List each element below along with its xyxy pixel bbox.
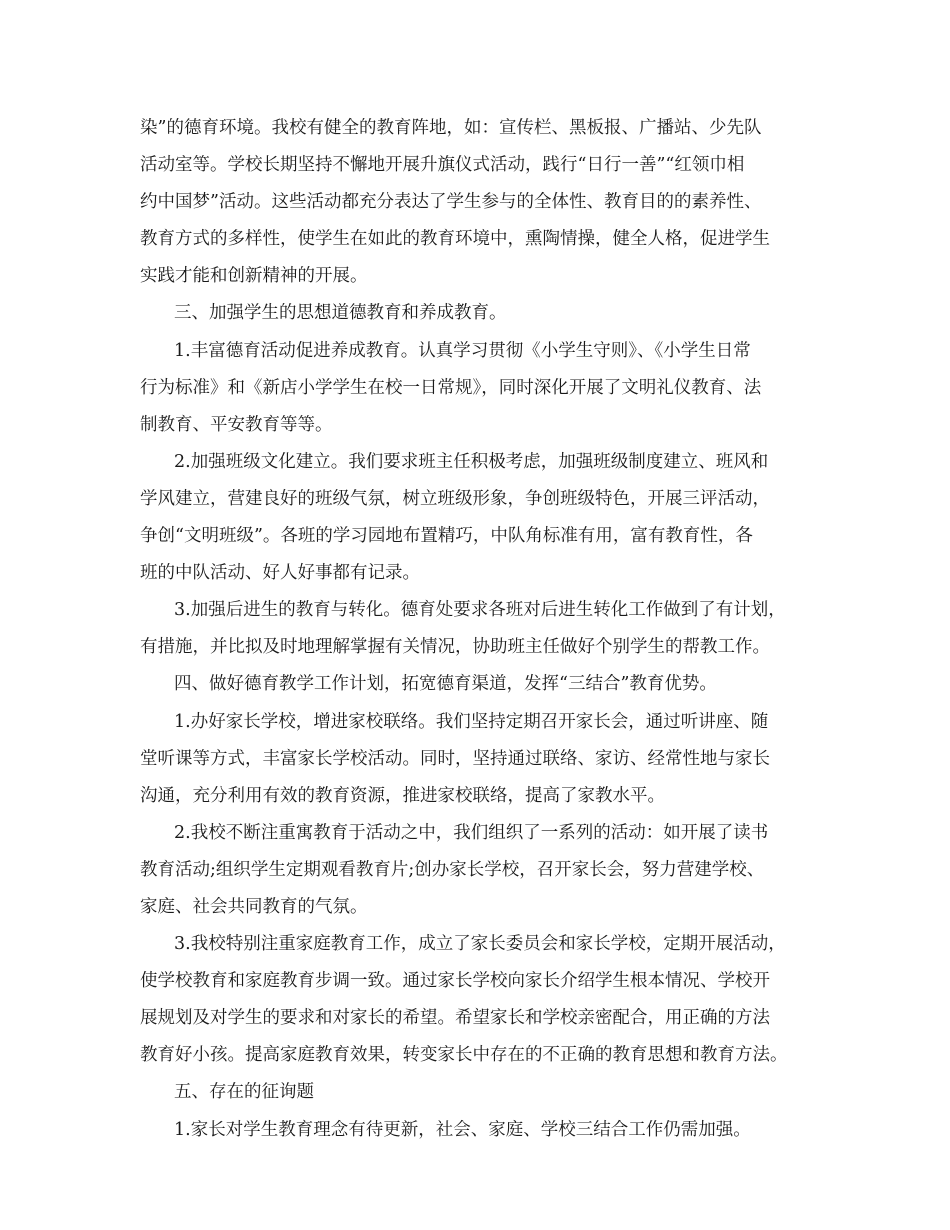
text-line: 堂听课等方式，丰富家长学校活动。同时，坚持通过联络、家访、经常性地与家长: [140, 748, 770, 769]
text-line: 三、加强学生的思想道德教育和养成教育。: [174, 303, 507, 324]
paragraph: [140, 333, 830, 444]
paragraph: [140, 1074, 830, 1111]
text-line: 沟通，充分利用有效的教育资源，推进家校联络，提高了家教水平。: [140, 785, 665, 806]
paragraph: [140, 592, 830, 666]
text-line: 教育好小孩。提高家庭教育效果，转变家长中存在的不正确的教育思想和教育方法。: [140, 1045, 788, 1066]
text-line: 制教育、平安教育等等。: [140, 414, 333, 435]
text-line: 教育方式的多样性，使学生在如此的教育环境中，熏陶情操，健全人格，促进学生: [140, 229, 770, 250]
text-line: 染”的德育环境。我校有健全的教育阵地，如：宣传栏、黑板报、广播站、少先队: [140, 118, 762, 138]
paragraph: [140, 815, 830, 926]
text-line: 使学校教育和家庭教育步调一致。通过家长学校向家长介绍学生根本情况、学校开: [140, 971, 770, 992]
paragraph: [140, 1112, 830, 1149]
document-body: [140, 110, 830, 1149]
paragraph: [140, 295, 830, 332]
text-line: 活动室等。学校长期坚持不懈地开展升旗仪式活动，践行“日行一善”“红领巾相: [140, 155, 745, 176]
text-line: 约中国梦”活动。这些活动都充分表达了学生参与的全体性、教育目的的素养性、: [140, 192, 762, 213]
text-line: 四、做好德育教学工作计划，拓宽德育渠道，发挥“三结合”教育优势。: [174, 674, 717, 695]
text-line: 教育活动;组织学生定期观看教育片;创办家长学校，召开家长会，努力营建学校、: [140, 859, 765, 880]
text-line: 学风建立，营建良好的班级气氛，树立班级形象，争创班级特色，开展三评活动，: [140, 488, 770, 509]
paragraph: [140, 926, 830, 1074]
paragraph: [140, 704, 830, 815]
paragraph: [140, 444, 830, 592]
text-line: 2.加强班级文化建立。我们要求班主任积极考虑，加强班级制度建立、班风和: [174, 451, 769, 472]
text-line: 1.丰富德育活动促进养成教育。认真学习贯彻《小学生守则》、《小学生日常: [174, 340, 751, 361]
text-line: 五、存在的征询题: [174, 1082, 314, 1103]
text-line: 争创“文明班级”。各班的学习园地布置精巧，中队角标准有用，富有教育性，各: [140, 526, 753, 547]
text-line: 3.我校特别注重家庭教育工作，成立了家长委员会和家长学校，定期开展活动，: [174, 934, 786, 955]
text-line: 家庭、社会共同教育的气氛。: [140, 896, 368, 917]
text-line: 行为标准》和《新店小学学生在校一日常规》，同时深化开展了文明礼仪教育、法: [140, 377, 762, 398]
paragraph: [140, 666, 830, 703]
text-line: 3.加强后进生的教育与转化。德育处要求各班对后进生转化工作做到了有计划，: [174, 600, 786, 621]
text-line: 1.家长对学生教育理念有待更新，社会、家庭、学校三结合工作仍需加强。: [174, 1119, 751, 1140]
text-line: 展规划及对学生的要求和对家长的希望。希望家长和学校亲密配合，用正确的方法: [140, 1008, 770, 1029]
paragraph: [140, 110, 830, 295]
text-line: 实践才能和创新精神的开展。: [140, 266, 368, 287]
text-line: 有措施，并比拟及时地理解掌握有关情况，协助班主任做好个别学生的帮教工作。: [140, 637, 770, 658]
text-line: 2.我校不断注重寓教育于活动之中，我们组织了一系列的活动：如开展了读书: [174, 822, 769, 843]
text-line: 班的中队活动、好人好事都有记录。: [140, 563, 420, 584]
text-line: 1.办好家长学校，增进家校联络。我们坚持定期召开家长会，通过听讲座、随: [174, 711, 769, 732]
